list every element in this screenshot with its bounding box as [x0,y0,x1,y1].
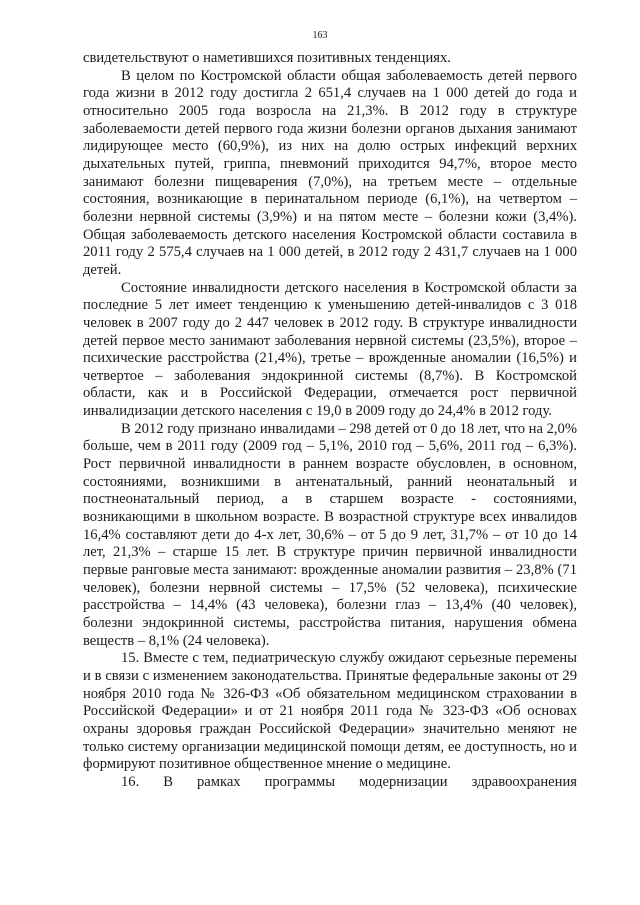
page-number: 163 [312,30,328,41]
paragraph-item-16: 16. В рамках программы модернизации здравоохранения [121,773,577,790]
paragraph-intro-continuation: свидетельствуют о наметившихся позитивных тенденциях. [83,50,451,66]
document-body [83,50,577,792]
paragraph-disability-2012: В 2012 году признано инвалидами – 298 детей от 0 до 18 лет, что на 2,0% больше, чем в 2011 году (2009 год – 5,1%, 2010 год – 5,6%, 2011 год – 6,3%). Рост первичной инвалидности в раннем возрасте обусловлен, в основном, состояниями, возникшими в антенатальный, ранний неонатальный и постнеонатальный период, а в старшем возрасте - состояниями, возникающими в школьном возрасте. В возрастной структуре всех инвалидов 16,4% составляют дети до 4-х лет, 30,6% – от 5 до 9 лет, 31,7% – от 10 до 14 лет, 21,3% – старше 15 лет. В структуре причин первичной инвалидности первые ранговые места занимают: врожденные аномалии развития – 23,8% (71 человек), болезни нервной системы – 17,5% (52 человека), психические расстройства – 14,4% (43 человека), болезни глаз – 13,4% (40 человек), болезни эндокринной системы, расстройства питания, нарушения обмена веществ – 8,1% (24 человека). [83,420,577,649]
paragraph-item-15: 15. Вместе с тем, педиатрическую службу ожидают серьезные перемены и в связи с изменением законодательства. Принятые федеральные законы от 29 ноября 2010 года № 326-ФЗ «Об обязательном медицинском страховании в Российской Федерации» и от 21 ноября 2011 года № 323-ФЗ «Об основах охраны здоровья граждан Российской Федерации» значительно меняют не только систему организации медицинской помощи детям, ее доступность, но и формируют позитивное общественное мнение о медицине. [83,650,577,773]
paragraph-child-disability: Состояние инвалидности детского населения в Костромской области за последние 5 лет имеет тенденцию к уменьшению детей-инвалидов с 3 018 человек в 2007 году до 2 447 человек в 2012 году. В структуре инвалидности детей первое место занимают заболевания нервной системы (23,5%), второе – психические расстройства (21,4%), третье – врожденные аномалии (16,5%) и четвертое – заболевания эндокринной системы (8,7%). В Костромской области, как и в Российской Федерации, отмечается рост первичной инвалидизации детского населения с 19,0 в 2009 году до 24,4% в 2012 году. [83,279,577,420]
paragraph-infant-morbidity: В целом по Костромской области общая заболеваемость детей первого года жизни в 2012 году достигла 2 651,4 случаев на 1 000 детей до года и относительно 2005 года возросла на 21,3%. В 2012 году в структуре заболеваемости детей первого года жизни болезни органов дыхания занимают лидирующее место (60,9%), из них на долю острых инфекций верхних дыхательных путей, гриппа, пневмоний приходится 94,7%, второе место занимают болезни пищеварения (7,0%), на третьем месте – отдельные состояния, возникающие в перинатальном периоде (6,1%), на четвертом – болезни нервной системы (3,9%) и на пятом месте – болезни кожи (3,4%). Общая заболеваемость детского населения Костромской области составила в 2011 году 2 575,4 случаев на 1 000 детей, в 2012 году 2 431,7 случаев на 1 000 детей. [83,67,577,278]
